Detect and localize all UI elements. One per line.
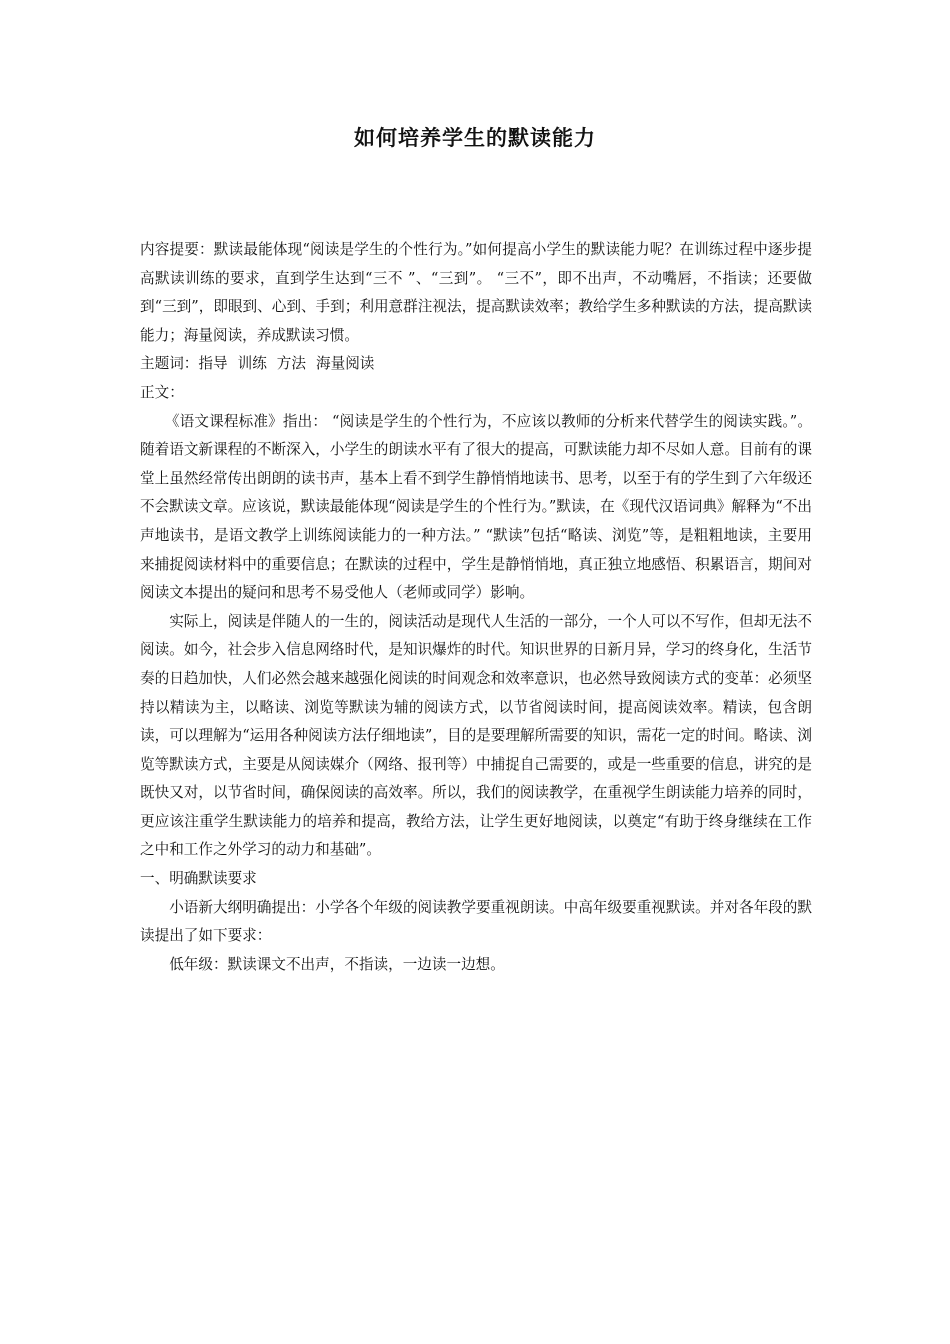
abstract-paragraph: 内容提要：默读最能体现“阅读是学生的个性行为。”如何提高小学生的默读能力呢？在训练过程中逐步提高默读训练的要求，直到学生达到“三不 ”、“三到”。 “三不”，即不出声，不动嘴唇，不指读；还要做到“三到”，即眼到、心到、手到；利用意群注视法，提高默读效率；教给学生多种默读的方法，提高默读能力；海量阅读，养成默读习惯。 — [140, 241, 812, 344]
keywords-label: 主题词： — [140, 355, 199, 373]
keyword-item: 海量阅读 — [316, 355, 375, 373]
body-label: 正文： — [140, 383, 184, 401]
keyword-item: 训练 — [237, 355, 267, 373]
keyword-item: 方法 — [276, 355, 306, 373]
section-heading: 一、明确默读要求 — [140, 870, 257, 888]
section-paragraph: 小语新大纲明确提出：小学各个年级的阅读教学要重视朗读。中高年级要重视默读。并对各年段的默读提出了如下要求： — [140, 898, 812, 945]
keywords-line — [140, 350, 812, 379]
document-title: 如何培养学生的默读能力 — [354, 125, 596, 150]
grade-requirement: 低年级：默读课文不出声，不指读，一边读一边想。 — [169, 955, 505, 973]
document-body — [140, 236, 812, 979]
keyword-item: 指导 — [198, 355, 228, 373]
body-paragraph: 《语文课程标准》指出： “阅读是学生的个性行为，不应该以教师的分析来代替学生的阅读实践。”。随着语文新课程的不断深入，小学生的朗读水平有了很大的提高，可默读能力却不尽如人意。目前有的课堂上虽然经常传出朗朗的读书声，基本上看不到学生静悄悄地读书、思考，以至于有的学生到了六年级还不会默读文章。应该说，默读最能体现“阅读是学生的个性行为。”默读，在《现代汉语词典》解释为“不出声地读书，是语文教学上训练阅读能力的一种方法。” “默读”包括“略读、浏览”等，是粗粗地读，主要用来捕捉阅读材料中的重要信息；在默读的过程中，学生是静悄悄地，真正独立地感悟、积累语言，期间对阅读文本提出的疑问和思考不易受他人（老师或同学）影响。 — [140, 412, 812, 602]
body-paragraph: 实际上，阅读是伴随人的一生的，阅读活动是现代人生活的一部分，一个人可以不写作，但却无法不阅读。如今，社会步入信息网络时代，是知识爆炸的时代。知识世界的日新月异，学习的终身化，生活节奏的日趋加快，人们必然会越来越强化阅读的时间观念和效率意识，也必然导致阅读方式的变革：必须坚持以精读为主，以略读、浏览等默读为辅的阅读方式，以节省阅读时间，提高阅读效率。精读，包含朗读，可以理解为“运用各种阅读方法仔细地读”，目的是要理解所需要的知识，需花一定的时间。略读、浏览等默读方式，主要是从阅读媒介（网络、报刊等）中捕捉自己需要的，或是一些重要的信息，讲究的是既快又对，以节省时间，确保阅读的高效率。所以，我们的阅读教学，在重视学生朗读能力培养的同时，更应该注重学生默读能力的培养和提高，教给方法，让学生更好地阅读，以奠定“有助于终身继续在工作之中和工作之外学习的动力和基础”。 — [140, 612, 812, 859]
